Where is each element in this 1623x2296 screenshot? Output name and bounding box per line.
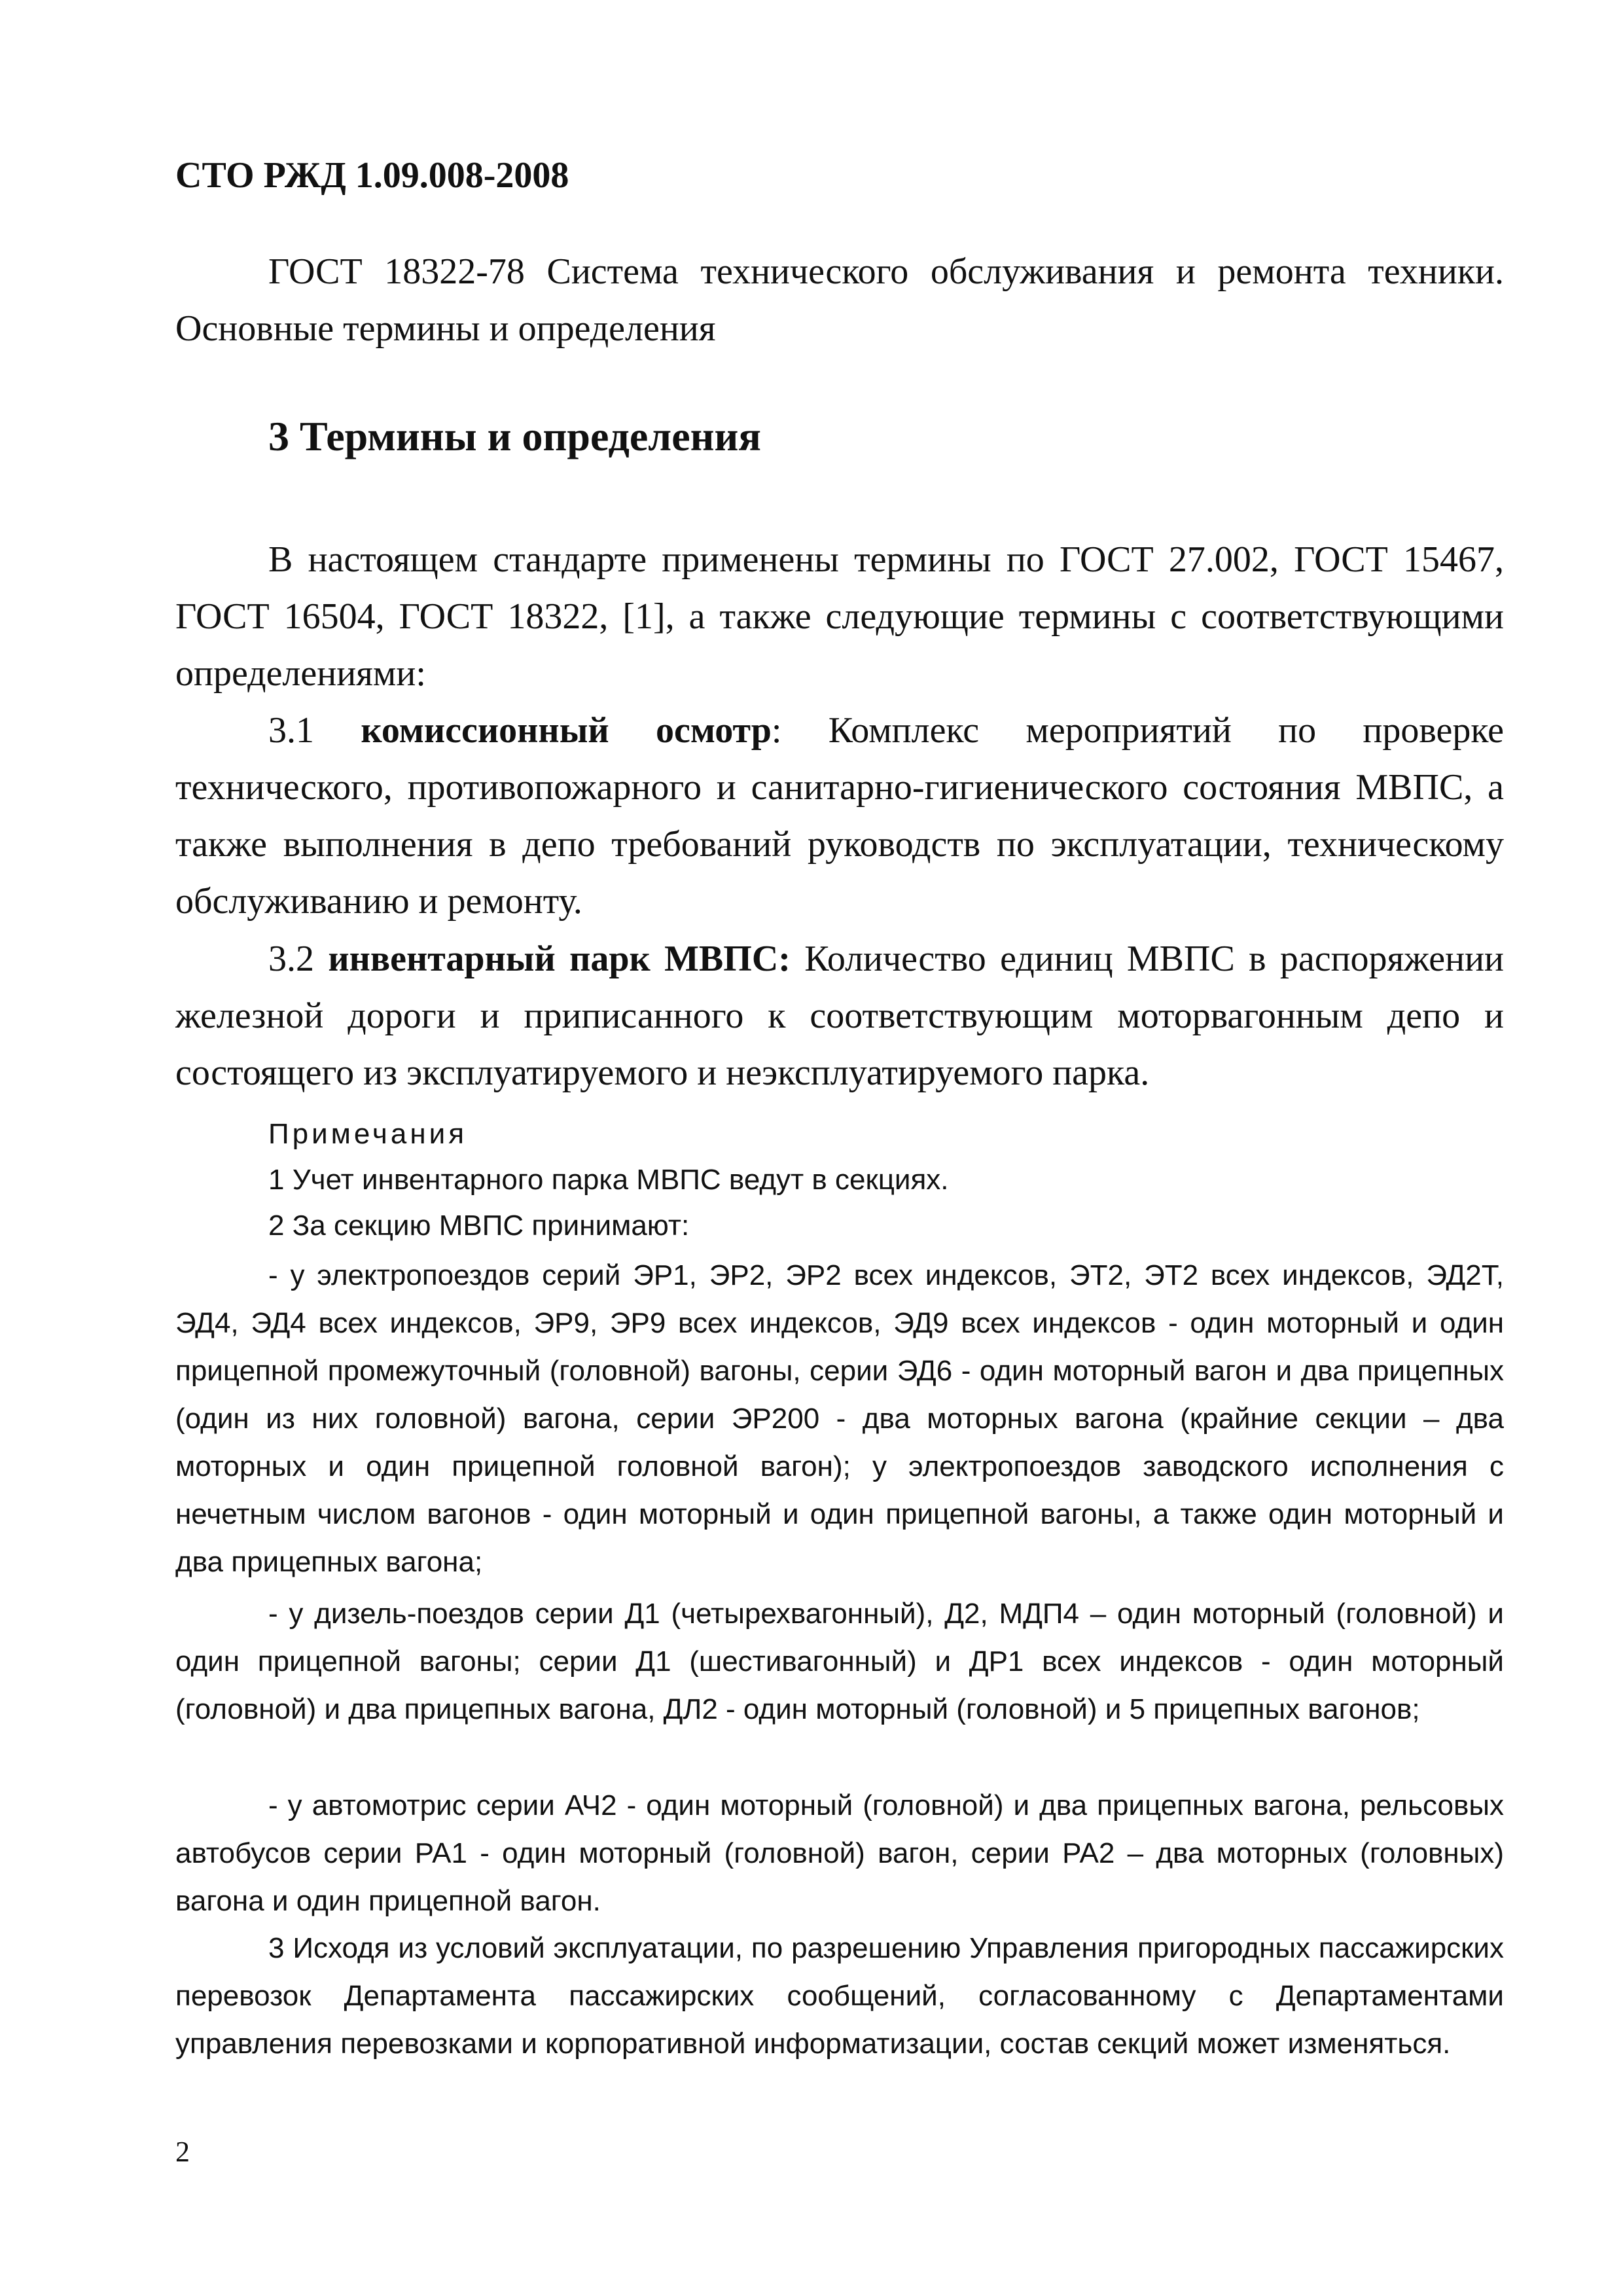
definition-text: Комплекс мероприятий по проверке технического, противопожарного и санитарно-гигиенического состояния МВПС, а также выполнения в депо требований руководств по эксплуатации, техническому обслуживанию и ремонту. bbox=[175, 710, 1505, 922]
definition-text: Количество единиц МВПС в распоряжении железной дороги и приписанного к соответствующим моторвагонным депо и состоящего из эксплуатируемого и неэксплуатируемого парка. bbox=[175, 939, 1505, 1093]
note-item-railcars: - у автомотрис серии АЧ2 - один моторный (головной) и два прицепных вагона, рельсовых автобусов серии РА1 - один моторный (головной) вагон, серии РА2 – два моторных (головных) вагона и один прицепной вагон. bbox=[175, 1789, 1504, 1917]
section-title: 3 Термины и определения bbox=[268, 413, 761, 459]
definition-number: 3.2 bbox=[268, 939, 314, 979]
note-3: 3 Исходя из условий эксплуатации, по разрешению Управления пригородных пассажирских перевозок Департамента пассажирских сообщений, согласованному с Департаментами управления перевозками и корпоративной информатизации, состав секций может изменяться. bbox=[175, 1932, 1504, 2060]
page-number: 2 bbox=[175, 2136, 190, 2168]
note-item-electric-trains: - у электропоездов серий ЭР1, ЭР2, ЭР2 всех индексов, ЭТ2, ЭТ2 всех индексов, ЭД2Т, ЭД4, ЭД4 всех индексов, ЭР9, ЭР9 всех индексов, ЭД9 всех индексов - один моторный и один прицепной промежуточный (головной) вагоны, серии ЭД6 - один моторный вагон и два прицепных (один из них головной) вагона, серии ЭР200 - два моторных вагона (крайние секции – два моторных и один прицепной головной вагон); у электропоездов заводского исполнения с нечетным числом вагонов - один моторный и один прицепной вагоны, а также один моторный и два прицепных вагона; bbox=[175, 1259, 1504, 1578]
definition-number: 3.1 bbox=[268, 710, 314, 751]
note-2: 2 За секцию МВПС принимают: bbox=[268, 1210, 690, 1242]
note-item-diesel-trains: - у дизель-поездов серии Д1 (четырехвагонный), Д2, МДП4 – один моторный (головной) и один прицепной вагоны; серии Д1 (шестивагонный) и ДР1 всех индексов - один моторный (головной) и два прицепных вагона, ДЛ2 - один моторный (головной) и 5 прицепных вагонов; bbox=[175, 1598, 1504, 1725]
definition-3-1 bbox=[175, 702, 1504, 930]
reference-gost-18322: ГОСТ 18322-78 Система технического обслуживания и ремонта техники. Основные термины и определения bbox=[175, 251, 1504, 349]
definition-term: комиссионный осмотр bbox=[361, 710, 772, 751]
section-intro: В настоящем стандарте применены термины по ГОСТ 27.002, ГОСТ 15467, ГОСТ 16504, ГОСТ 18322, [1], а также следующие термины с соответствующими определениями: bbox=[175, 539, 1504, 694]
document-code: СТО РЖД 1.09.008-2008 bbox=[175, 155, 569, 196]
definition-separator: : bbox=[771, 710, 782, 751]
definition-term: инвентарный парк МВПС: bbox=[328, 939, 791, 979]
notes-title: Примечания bbox=[268, 1118, 468, 1150]
definition-3-2 bbox=[175, 931, 1504, 1102]
note-1: 1 Учет инвентарного парка МВПС ведут в секциях. bbox=[268, 1164, 949, 1196]
